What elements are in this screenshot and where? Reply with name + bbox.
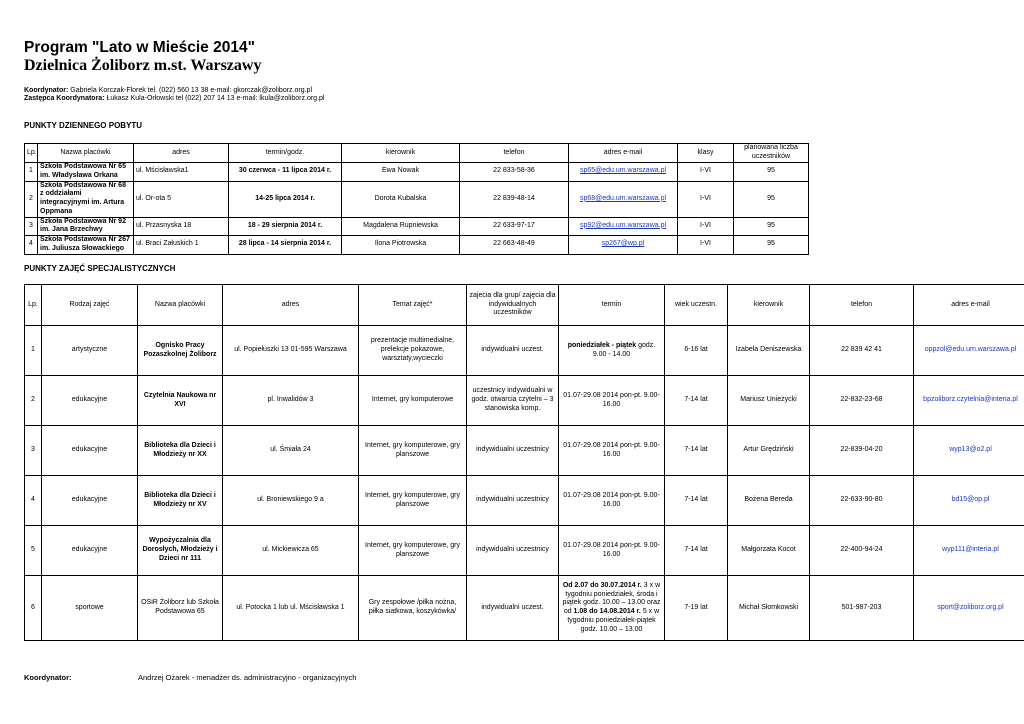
row-number: 1	[25, 326, 42, 376]
facility-address: ul. Przasnyska 18	[134, 217, 229, 236]
age-range: 7-14 lat	[665, 376, 728, 426]
row-number: 4	[25, 236, 38, 255]
planned-count: 95	[734, 163, 809, 182]
deputy-line	[24, 95, 324, 102]
facility-address: ul. Mickiewicza 65	[223, 526, 359, 576]
column-header: kierownik	[342, 144, 460, 163]
age-range: 7-14 lat	[665, 426, 728, 476]
table-row	[25, 181, 809, 217]
facility-name: Szkoła Podstawowa Nr 92 im. Jana Brzechwy	[38, 217, 134, 236]
term-text: 3 x w tygodniu poniedziałek, środa i piątek godz. 10.00 – 13.00 oraz od	[562, 581, 661, 615]
manager: Mariusz Unieżycki	[728, 376, 810, 426]
manager: Izabela Deniszewska	[728, 326, 810, 376]
term	[559, 326, 665, 376]
column-header: Nazwa placówki	[138, 285, 223, 326]
section2-title: PUNKTY ZAJĘĆ SPECJALISTYCZNYCH	[24, 264, 176, 273]
activity-type: artystyczne	[42, 326, 138, 376]
email-link[interactable]: sp65@edu.um.warszawa.pl	[569, 163, 678, 182]
facility-name: Szkoła Podstawowa Nr 68 z oddziałami integracyjnymi im. Artura Oppmana	[38, 181, 134, 217]
phone: 22 839 42 41	[810, 326, 914, 376]
deputy-label: Zastępca Koordynatora:	[24, 95, 105, 102]
table-header-row	[25, 285, 1024, 326]
phone: 22-400-94-24	[810, 526, 914, 576]
facility-address: ul. Potocka 1 lub ul. Mścisławska 1	[223, 576, 359, 641]
row-number: 1	[25, 163, 38, 182]
email-link[interactable]: bd15@op.pl	[914, 476, 1024, 526]
deputy-text: Łukasz Kula-Orłowski tel (022) 207 14 13 e-mail: lkula@zoliborz.org.pl	[106, 95, 325, 102]
email-link[interactable]: sport@zoliborz.org.pl	[914, 576, 1024, 641]
column-header: Rodzaj zajęć	[42, 285, 138, 326]
row-number: 3	[25, 217, 38, 236]
coordinator-line	[24, 87, 312, 94]
table-row	[25, 217, 809, 236]
age-range: 7-14 lat	[665, 476, 728, 526]
planned-count: 95	[734, 181, 809, 217]
row-number: 3	[25, 426, 42, 476]
facility-name: Szkoła Podstawowa Nr 65 im. Władysława Orkana	[38, 163, 134, 182]
column-header: Lp.	[25, 144, 38, 163]
term-text: godz. 9.00 - 14.00	[592, 341, 656, 358]
facility-name: Ognisko Pracy Pozaszkolnej Żoliborz	[138, 326, 223, 376]
activity-type: sportowe	[42, 576, 138, 641]
column-header: telefon	[810, 285, 914, 326]
activity-topic: Internet, gry komputerowe, gry planszowe	[359, 526, 467, 576]
column-header: adres	[223, 285, 359, 326]
activity-topic: Internet, gry komputerowe, gry planszowe	[359, 476, 467, 526]
phone: 22-832-23-68	[810, 376, 914, 426]
phone: 22-839-04-20	[810, 426, 914, 476]
table-header-row	[25, 144, 809, 163]
section1-title: PUNKTY DZIENNEGO POBYTU	[24, 121, 143, 130]
manager: Ilona Piotrowska	[342, 236, 460, 255]
email-link[interactable]: sp68@edu.um.warszawa.pl	[569, 181, 678, 217]
activity-topic: Internet, gry komputerowe	[359, 376, 467, 426]
column-header: kierownik	[728, 285, 810, 326]
term: 01.07-29.08 2014 pon-pt. 9.00-16.00	[559, 426, 665, 476]
age-range: 7-19 lat	[665, 576, 728, 641]
group-type: uczestnicy indywidualni w godz. otwarcia czytelni – 3 stanowiska komp.	[467, 376, 559, 426]
facility-name: OSiR Żoliborz lub Szkoła Podstawowa 65	[138, 576, 223, 641]
term: 30 czerwca - 11 lipca 2014 r.	[229, 163, 342, 182]
email-link[interactable]: wyp13@o2.pl	[914, 426, 1024, 476]
column-header: planowana liczba uczestników	[734, 144, 809, 163]
activity-topic: Internet, gry komputerowe, gry planszowe	[359, 426, 467, 476]
manager: Ewa Nowak	[342, 163, 460, 182]
phone: 22 663-48-49	[460, 236, 569, 255]
facility-name: Biblioteka dla Dzieci i Młodzieży nr XX	[138, 426, 223, 476]
classes: I-VI	[678, 181, 734, 217]
row-number: 6	[25, 576, 42, 641]
column-header: wiek uczestn.	[665, 285, 728, 326]
phone: 22 839-48-14	[460, 181, 569, 217]
footer-coordinator-text: Andrzej Ożarek - menadżer ds. administracyjno - organizacyjnych	[138, 673, 357, 682]
column-header: Nazwa placówki	[38, 144, 134, 163]
facility-address: ul. Braci Załuskich 1	[134, 236, 229, 255]
table-row	[25, 163, 809, 182]
activity-type: edukacyjne	[42, 426, 138, 476]
activity-topic: Gry zespołowe /piłka nożna, piłka siatkowa, koszykówka/	[359, 576, 467, 641]
term-bold: poniedziałek - piątek	[567, 341, 637, 349]
manager: Michał Słomkowski	[728, 576, 810, 641]
group-type: indywidualni uczest.	[467, 326, 559, 376]
term-bold: Od 2.07 do 30.07.2014 r.	[562, 581, 642, 589]
term-text: 5 x w tygodniu poniedziałek-piątek godz. 10.00 – 13.00	[567, 608, 660, 633]
email-link[interactable]: wyp111@interia.pl	[914, 526, 1024, 576]
activity-type: edukacyjne	[42, 526, 138, 576]
facility-address: ul. Broniewskiego 9 a	[223, 476, 359, 526]
table-row	[25, 476, 1024, 526]
term: 01.07-29.08 2014 pon-pt. 9.00-16.00	[559, 476, 665, 526]
document-title: Program "Lato w Mieście 2014"	[24, 39, 255, 56]
row-number: 2	[25, 181, 38, 217]
email-link[interactable]: oppzol@edu.um.warszawa.pl	[914, 326, 1024, 376]
facility-name: Szkoła Podstawowa Nr 267 im. Juliusza Słowackiego	[38, 236, 134, 255]
term: 01.07-29.08 2014 pon-pt. 9.00-16.00	[559, 376, 665, 426]
coordinator-label: Koordynator:	[24, 87, 69, 94]
activity-type: edukacyjne	[42, 476, 138, 526]
table-row	[25, 376, 1024, 426]
facility-address: ul. Popiełuszki 13 01-595 Warszawa	[223, 326, 359, 376]
group-type: indywidualni uczest.	[467, 576, 559, 641]
manager: Artur Grędziński	[728, 426, 810, 476]
phone: 22-633-90-80	[810, 476, 914, 526]
facility-address: pl. Inwalidów 3	[223, 376, 359, 426]
facility-name: Wypożyczalnia dla Dorosłych, Młodzieży i Dzieci nr 111	[138, 526, 223, 576]
classes: I-VI	[678, 217, 734, 236]
coordinator-text: Gabriela Korczak-Florek tel. (022) 560 13 38 e-mail: gkorczak@zoliborz.org.pl	[70, 87, 313, 94]
term: 28 lipca - 14 sierpnia 2014 r.	[229, 236, 342, 255]
row-number: 4	[25, 476, 42, 526]
table-row	[25, 576, 1024, 641]
classes: I-VI	[678, 163, 734, 182]
age-range: 7-14 lat	[665, 526, 728, 576]
planned-count: 95	[734, 236, 809, 255]
column-header: adres e-mail	[569, 144, 678, 163]
age-range: 6-16 lat	[665, 326, 728, 376]
classes: I-VI	[678, 236, 734, 255]
facility-name: Biblioteka dla Dzieci i Młodzieży nr XV	[138, 476, 223, 526]
column-header: zajecia dla grup/ zajęcia dla indywidualnych uczestników	[467, 285, 559, 326]
activity-type: edukacyjne	[42, 376, 138, 426]
table-row	[25, 236, 809, 255]
group-type: indywidualni uczestnicy	[467, 426, 559, 476]
manager: Bożena Bereda	[728, 476, 810, 526]
term-bold: 1.08 do 14.08.2014 r.	[573, 608, 641, 615]
manager: Magdalena Rupniewska	[342, 217, 460, 236]
column-header: termin	[559, 285, 665, 326]
phone: 22 633-97-17	[460, 217, 569, 236]
manager: Dorota Kubalska	[342, 181, 460, 217]
group-type: indywidualni uczestnicy	[467, 526, 559, 576]
daily-points-table	[24, 143, 809, 255]
phone: 22 833-58-36	[460, 163, 569, 182]
column-header: Lp.	[25, 285, 42, 326]
column-header: termin/godz.	[229, 144, 342, 163]
term: 14-25 lipca 2014 r.	[229, 181, 342, 217]
column-header: Temat zajęć*	[359, 285, 467, 326]
facility-address: ul. Mścisławska1	[134, 163, 229, 182]
table-row	[25, 426, 1024, 476]
facility-address: ul. Śmiała 24	[223, 426, 359, 476]
table-row	[25, 326, 1024, 376]
column-header: telefon	[460, 144, 569, 163]
specialist-points-table	[24, 284, 1024, 641]
term: 18 - 29 sierpnia 2014 r.	[229, 217, 342, 236]
term: 01.07-29.08 2014 pon-pt. 9.00-16.00	[559, 526, 665, 576]
manager: Małgorzata Kocot	[728, 526, 810, 576]
row-number: 2	[25, 376, 42, 426]
column-header: adres	[134, 144, 229, 163]
group-type: indywidualni uczestnicy	[467, 476, 559, 526]
row-number: 5	[25, 526, 42, 576]
term	[559, 576, 665, 641]
column-header: adres e-mail	[914, 285, 1024, 326]
column-header: klasy	[678, 144, 734, 163]
planned-count: 95	[734, 217, 809, 236]
email-link[interactable]: sp92@edu.um.warszawa.pl	[569, 217, 678, 236]
table-row	[25, 526, 1024, 576]
phone: 501-987-203	[810, 576, 914, 641]
facility-name: Czytelnia Naukowa nr XVI	[138, 376, 223, 426]
email-link[interactable]: bpzoliborz.czytelnia@interia.pl	[914, 376, 1024, 426]
facility-address: ul. Or-ota 5	[134, 181, 229, 217]
activity-topic: prezentacje multimedialne, prelekcje pokazowe, warsztaty,wycieczki	[359, 326, 467, 376]
email-link[interactable]: sp267@wp.pl	[569, 236, 678, 255]
footer-coordinator-label: Koordynator:	[24, 673, 72, 682]
document-subtitle: Dzielnica Żoliborz m.st. Warszawy	[24, 57, 262, 74]
